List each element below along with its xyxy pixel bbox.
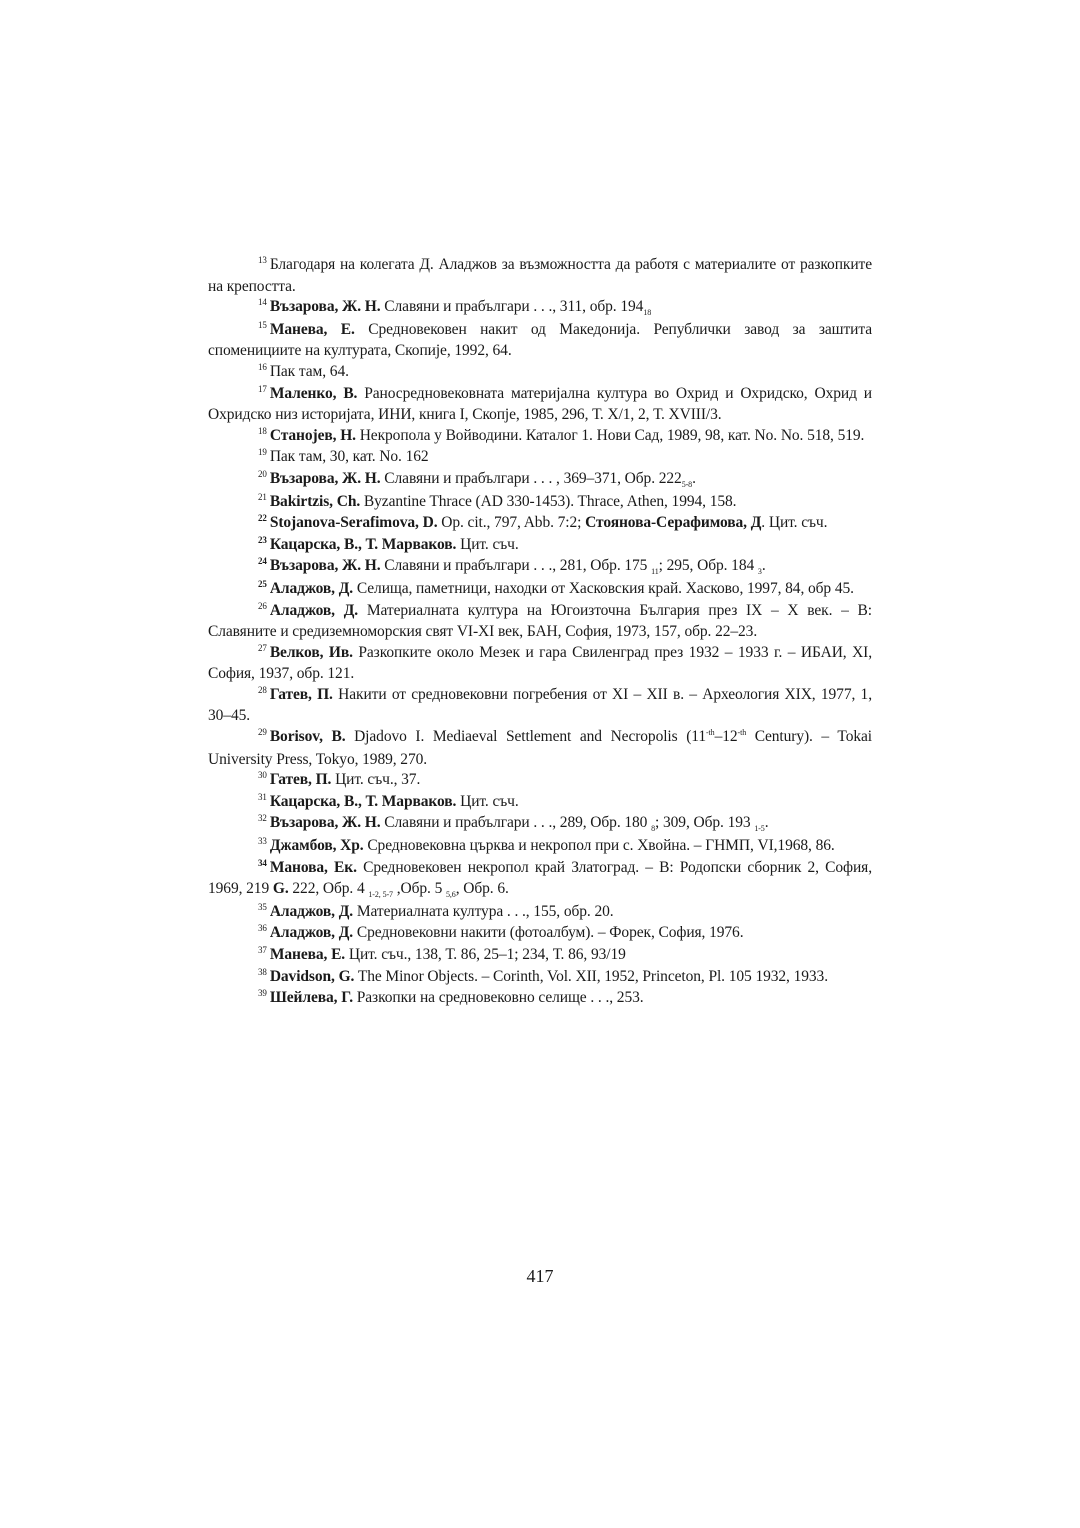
footnote-number: 28 [258, 684, 267, 695]
footnote-author: Borisov, B. [269, 728, 346, 746]
footnote-25 [208, 579, 872, 601]
footnote-text: ,Обр. 5 [392, 880, 446, 898]
footnote-text: Селища, паметници, находки от Хасковския край. Хасково, 1997, 84, обр 45. [353, 579, 854, 597]
footnote-author: Шейлева, Г. [269, 989, 353, 1007]
footnote-text: Материалната култура . . ., 155, обр. 20. [353, 902, 614, 920]
footnote-text: Цит. съч., 138, Т. 86, 25–1; 234, Т. 86, 93/19 [345, 946, 626, 963]
footnote-text: Накити от средновековни погребения от XI – XII в. – Археология XIX, 1977, 1, 30–45. [208, 685, 872, 725]
footnote-number: 13 [258, 255, 267, 265]
footnote-author: Bakirtzis, Ch. [269, 492, 361, 510]
footnote-text: Славяни и прабългари . . ., 289, Обр. 180 [380, 814, 652, 832]
footnote-number: 34 [258, 857, 267, 868]
footnote-text: , Обр. 6. [455, 880, 509, 898]
footnote-text: Century). – Tokai University Press, Tokyo, 1989, 270. [208, 728, 872, 768]
footnote-18 [208, 426, 872, 448]
footnote-31 [208, 792, 872, 814]
footnote-number: 17 [258, 383, 267, 394]
footnote-number: 27 [258, 642, 267, 653]
footnote-text: Материалната култура на Югоизточна България през IX – X век. – В: Славяните и средиземноморския свят VI-XI век, БАН, София, 1973, 157, обр. 22–23. [208, 601, 872, 641]
superscript: -th [737, 728, 747, 738]
footnote-32 [208, 813, 872, 836]
footnote-author: Велков, Ив. [269, 643, 353, 661]
footnote-22 [208, 513, 872, 535]
footnote-author: G. [272, 880, 289, 898]
subscript: 1-2, 5-7 [368, 890, 393, 900]
footnote-text: Цит. съч. [456, 792, 519, 810]
footnote-text: Средновековен некропол край Златоград. – В: Родопски сборник 2, София, 1969, 219 [208, 858, 872, 898]
footnote-number: 23 [258, 534, 267, 545]
footnote-number: 20 [258, 468, 267, 479]
footnote-author: Аладжов, Д. [269, 902, 354, 920]
footnote-37 [208, 945, 872, 967]
footnote-author: Кацарска, В., Т. Марваков. [269, 792, 457, 810]
subscript: 8 [651, 824, 656, 834]
footnote-text: Славяни и прабългари . . . , 369–371, Обр. 222 [380, 469, 682, 487]
footnote-text: . Цит. съч. [761, 514, 828, 532]
subscript: 5-8 [681, 479, 693, 489]
footnote-text: Славяни и прабългари . . ., 281, Обр. 175 [380, 557, 652, 575]
subscript: 5,6 [446, 890, 456, 900]
footnote-30 [208, 770, 872, 792]
footnote-text: Цит. съч. [456, 535, 519, 553]
footnote-author: Кацарска, В., Т. Марваков. [269, 535, 457, 553]
footnote-26 [208, 601, 872, 643]
footnote-20 [208, 469, 872, 492]
footnote-author: Аладжов, Д. [269, 601, 359, 619]
footnote-number: 22 [258, 513, 267, 524]
subscript: 1-5 [754, 824, 765, 834]
footnote-author: Възарова, Ж. Н. [269, 298, 381, 316]
footnote-24 [208, 556, 872, 579]
footnote-number: 30 [258, 770, 267, 781]
footnote-number: 38 [258, 966, 267, 977]
footnote-14 [208, 297, 872, 320]
footnote-number: 37 [258, 945, 267, 955]
page-number: 417 [526, 1266, 554, 1286]
superscript: -th [705, 728, 715, 738]
footnote-author: Davidson, G. [269, 967, 355, 985]
footnote-text: Цит. съч., 37. [331, 771, 421, 789]
footnote-text: Раносредновековната материјална култура во Охрид и Охридско, Охрид и Охридско низ историјата, ИНИ, книга I, Скопје, 1985, 296, Т. Х/1, 2, Т. XVIII/3. [208, 384, 872, 424]
footnote-15 [208, 320, 872, 362]
footnote-number: 33 [258, 836, 267, 847]
footnote-33 [208, 836, 872, 858]
footnote-34 [208, 858, 872, 902]
footnote-text: Благодаря на колегата Д. Аладжов за възможността да работя с материалите от разкопките на крепостта. [208, 256, 872, 295]
footnote-number: 29 [258, 727, 267, 738]
footnote-text: . [692, 469, 696, 487]
footnote-number: 31 [258, 791, 267, 802]
footnote-author: Стоянова-Серафимова, Д [585, 514, 762, 532]
footnote-author: Джамбов, Хр. [269, 837, 364, 855]
subscript: 11 [651, 567, 659, 577]
footnote-author: Възарова, Ж. Н. [269, 557, 381, 575]
footnotes-section [208, 255, 872, 1010]
footnote-text: Средновековна църква и некропол при с. Хвойна. – ГНМП, VI,1968, 86. [363, 837, 835, 855]
footnote-39 [208, 988, 872, 1010]
footnote-author: Манева, Е. [269, 320, 355, 338]
footnote-text: Byzantine Thrace (AD 330-1453). Thrace, Athen, 1994, 158. [360, 492, 737, 510]
footnote-text: Средновековен накит од Македонија. Републички завод за заштита споменициите на културата, Скопије, 1992, 64. [208, 320, 872, 360]
footnote-text: The Minor Objects. – Corinth, Vol. XII, 1952, Princeton, Pl. 105 1932, 1933. [354, 967, 828, 985]
footnote-13 [208, 255, 872, 297]
footnote-number: 21 [258, 491, 267, 502]
footnote-number: 16 [258, 361, 267, 372]
footnote-text: Средновековни накити (фотоалбум). – Форек, София, 1976. [353, 924, 744, 942]
footnote-author: Stojanova-Serafimova, D. [269, 514, 438, 532]
footnote-author: Гатев, П. [269, 771, 332, 789]
footnote-text: –12 [714, 728, 738, 746]
footnote-text: ; 295, Обр. 184 [658, 557, 758, 575]
footnote-text: Славяни и прабългари . . ., 311, обр. 194 [380, 298, 644, 316]
footnote-author: Станојев, Н. [269, 426, 356, 444]
footnote-number: 14 [258, 297, 267, 308]
footnote-text: . [761, 557, 766, 575]
footnote-number: 25 [258, 578, 267, 589]
footnote-number: 15 [258, 319, 267, 330]
footnote-text: Djadovo I. Mediaeval Settlement and Necropolis (11 [345, 728, 706, 746]
footnote-text: 222, Обр. 4 [288, 880, 369, 898]
footnote-text: Некропола у Войводини. Каталог 1. Нови Сад, 1989, 98, кат. No. No. 518, 519. [355, 426, 865, 444]
footnote-number: 18 [258, 425, 267, 436]
footnote-35 [208, 902, 872, 924]
footnote-29 [208, 727, 872, 770]
footnote-author: Аладжов, Д. [269, 924, 354, 942]
footnote-number: 26 [258, 600, 267, 611]
footnote-author: Гатев, П. [269, 685, 333, 703]
footnote-author: Възарова, Ж. Н. [269, 814, 381, 832]
footnote-19 [208, 447, 872, 469]
footnote-number: 35 [258, 901, 267, 912]
footnote-number: 39 [258, 988, 267, 999]
footnote-17 [208, 384, 872, 426]
footnote-number: 19 [258, 447, 267, 458]
footnote-text: Пак там, 30, кат. No. 162 [269, 448, 429, 466]
subscript: 3 [757, 567, 762, 577]
footnote-38 [208, 967, 872, 989]
footnote-16 [208, 362, 872, 384]
footnote-author: Възарова, Ж. Н. [269, 469, 381, 487]
footnote-28 [208, 685, 872, 727]
footnote-text: Пак там, 64. [269, 362, 349, 380]
footnote-36 [208, 923, 872, 945]
footnote-text: Разкопки на средновековно селище . . ., 253. [352, 989, 644, 1007]
footnote-text: . [764, 814, 769, 832]
footnote-author: Манова, Ек. [269, 858, 357, 876]
footnote-text: ; 309, Обр. 193 [655, 814, 755, 832]
subscript: 18 [643, 308, 652, 318]
footnote-number: 24 [258, 556, 267, 567]
footnote-author: Манева, Е. [269, 946, 346, 963]
footnote-author: Аладжов, Д. [269, 579, 354, 597]
footnote-23 [208, 535, 872, 557]
footnote-number: 36 [258, 923, 267, 934]
footnote-text: Op. cit., 797, Abb. 7:2; [437, 514, 586, 532]
footnote-number: 32 [258, 813, 267, 824]
footnote-author: Маленко, В. [269, 384, 358, 402]
footnote-text: Разкопките около Мезек и гара Свиленград през 1932 – 1933 г. – ИБАИ, XI, София, 1937, обр. 121. [208, 643, 873, 683]
footnote-27 [208, 643, 872, 685]
footnote-21 [208, 492, 872, 514]
